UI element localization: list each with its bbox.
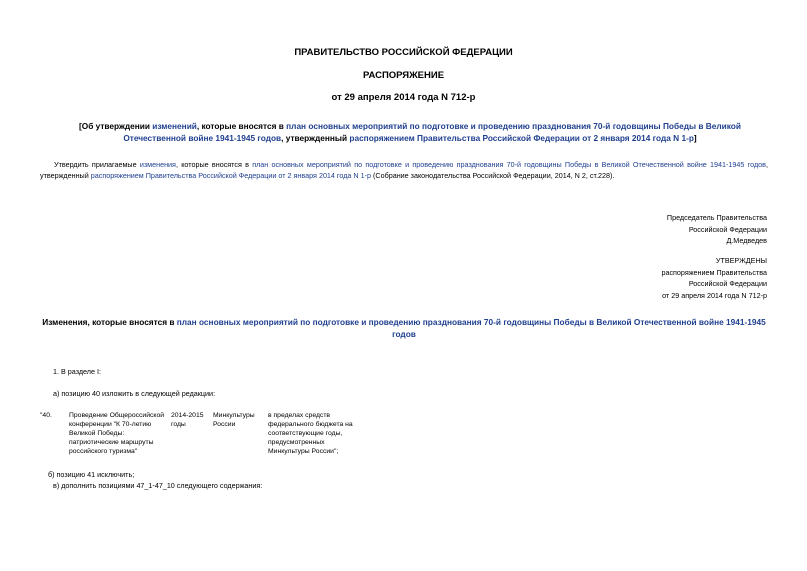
title-link-plan[interactable]: план основных мероприятий по подготовке и проведению празднования 70-й годовщины Победы в Великой Отечественной войне 1941-1945 годов [123,121,741,143]
title-text: , которые вносятся в [196,121,287,131]
cell-funding: в пределах средств федерального бюджета на соответствующие годы, предусмотренных Минкультуры России"; [268,412,353,455]
changes-title-link-plan[interactable]: план основных мероприятий по подготовке и проведению празднования 70-й годовщины Победы в Великой Отечественной войне 1941-1945 годов [176,317,766,339]
intro-text: , которые вносятся в [175,160,253,169]
approved-label: УТВЕРЖДЕНЫ [715,256,767,265]
signature-org: Российской Федерации [688,224,767,234]
cell-number: "40. [40,412,52,419]
title-text: [Об утверждении [79,121,153,131]
title-text: ] [693,133,697,143]
approved-org: Российской Федерации [688,279,767,289]
intro-link-plan[interactable]: план основных мероприятий по подготовке и проведению празднования 70-й годовщины Победы в Великой Отечественной войне 1941-1945 годов [252,160,766,169]
approved-block [661,255,767,301]
signature-block [667,212,767,247]
doc-type-heading: РАСПОРЯЖЕНИЕ [362,70,445,81]
cell-event: Проведение Общероссийской конференции "К 70-летию Великой Победы: патриотические маршруты российского туризма" [69,412,165,455]
item-b: б) позицию 41 исключить; [48,470,135,479]
intro-text: Утвердить прилагаемые [54,160,140,169]
title-link-changes[interactable]: изменений [152,121,197,131]
intro-link-order[interactable]: распоряжением Правительства Российской Федерации от 2 января 2014 года N 1-р [90,170,371,180]
item-a: а) позицию 40 изложить в следующей редакции: [53,389,216,398]
section-item: 1. В разделе I: [53,367,101,376]
changes-title-text: Изменения, которые вносятся в [42,317,177,327]
item-v: в) дополнить позициями 47_1-47_10 следующего содержания: [53,481,263,490]
title-text: , утвержденный [281,133,350,143]
intro-text: , утвержденный [40,160,768,180]
position-40-table [40,411,364,456]
approved-by: распоряжением Правительства [661,267,767,277]
intro-text: (Собрание законодательства Российской Федерации, 2014, N 2, ст.228). [371,170,615,180]
title-link-order[interactable]: распоряжением Правительства Российской Федерации от 2 января 2014 года N 1-р [349,133,694,143]
signature-position: Председатель Правительства [666,213,767,222]
signature-name: Д.Медведев [726,236,767,246]
government-heading: ПРАВИТЕЛЬСТВО РОССИЙСКОЙ ФЕДЕРАЦИИ [294,47,513,58]
date-number-heading: от 29 апреля 2014 года N 712-р [331,92,476,103]
cell-executor: Минкультуры России [213,412,255,428]
approved-date: от 29 апреля 2014 года N 712-р [662,290,767,300]
table-row [40,411,364,456]
intro-link-changes[interactable]: изменения [139,160,176,169]
cell-years: 2014-2015 годы [171,412,204,428]
intro-paragraph [40,160,768,181]
document-title [52,120,768,144]
changes-title [36,316,772,340]
